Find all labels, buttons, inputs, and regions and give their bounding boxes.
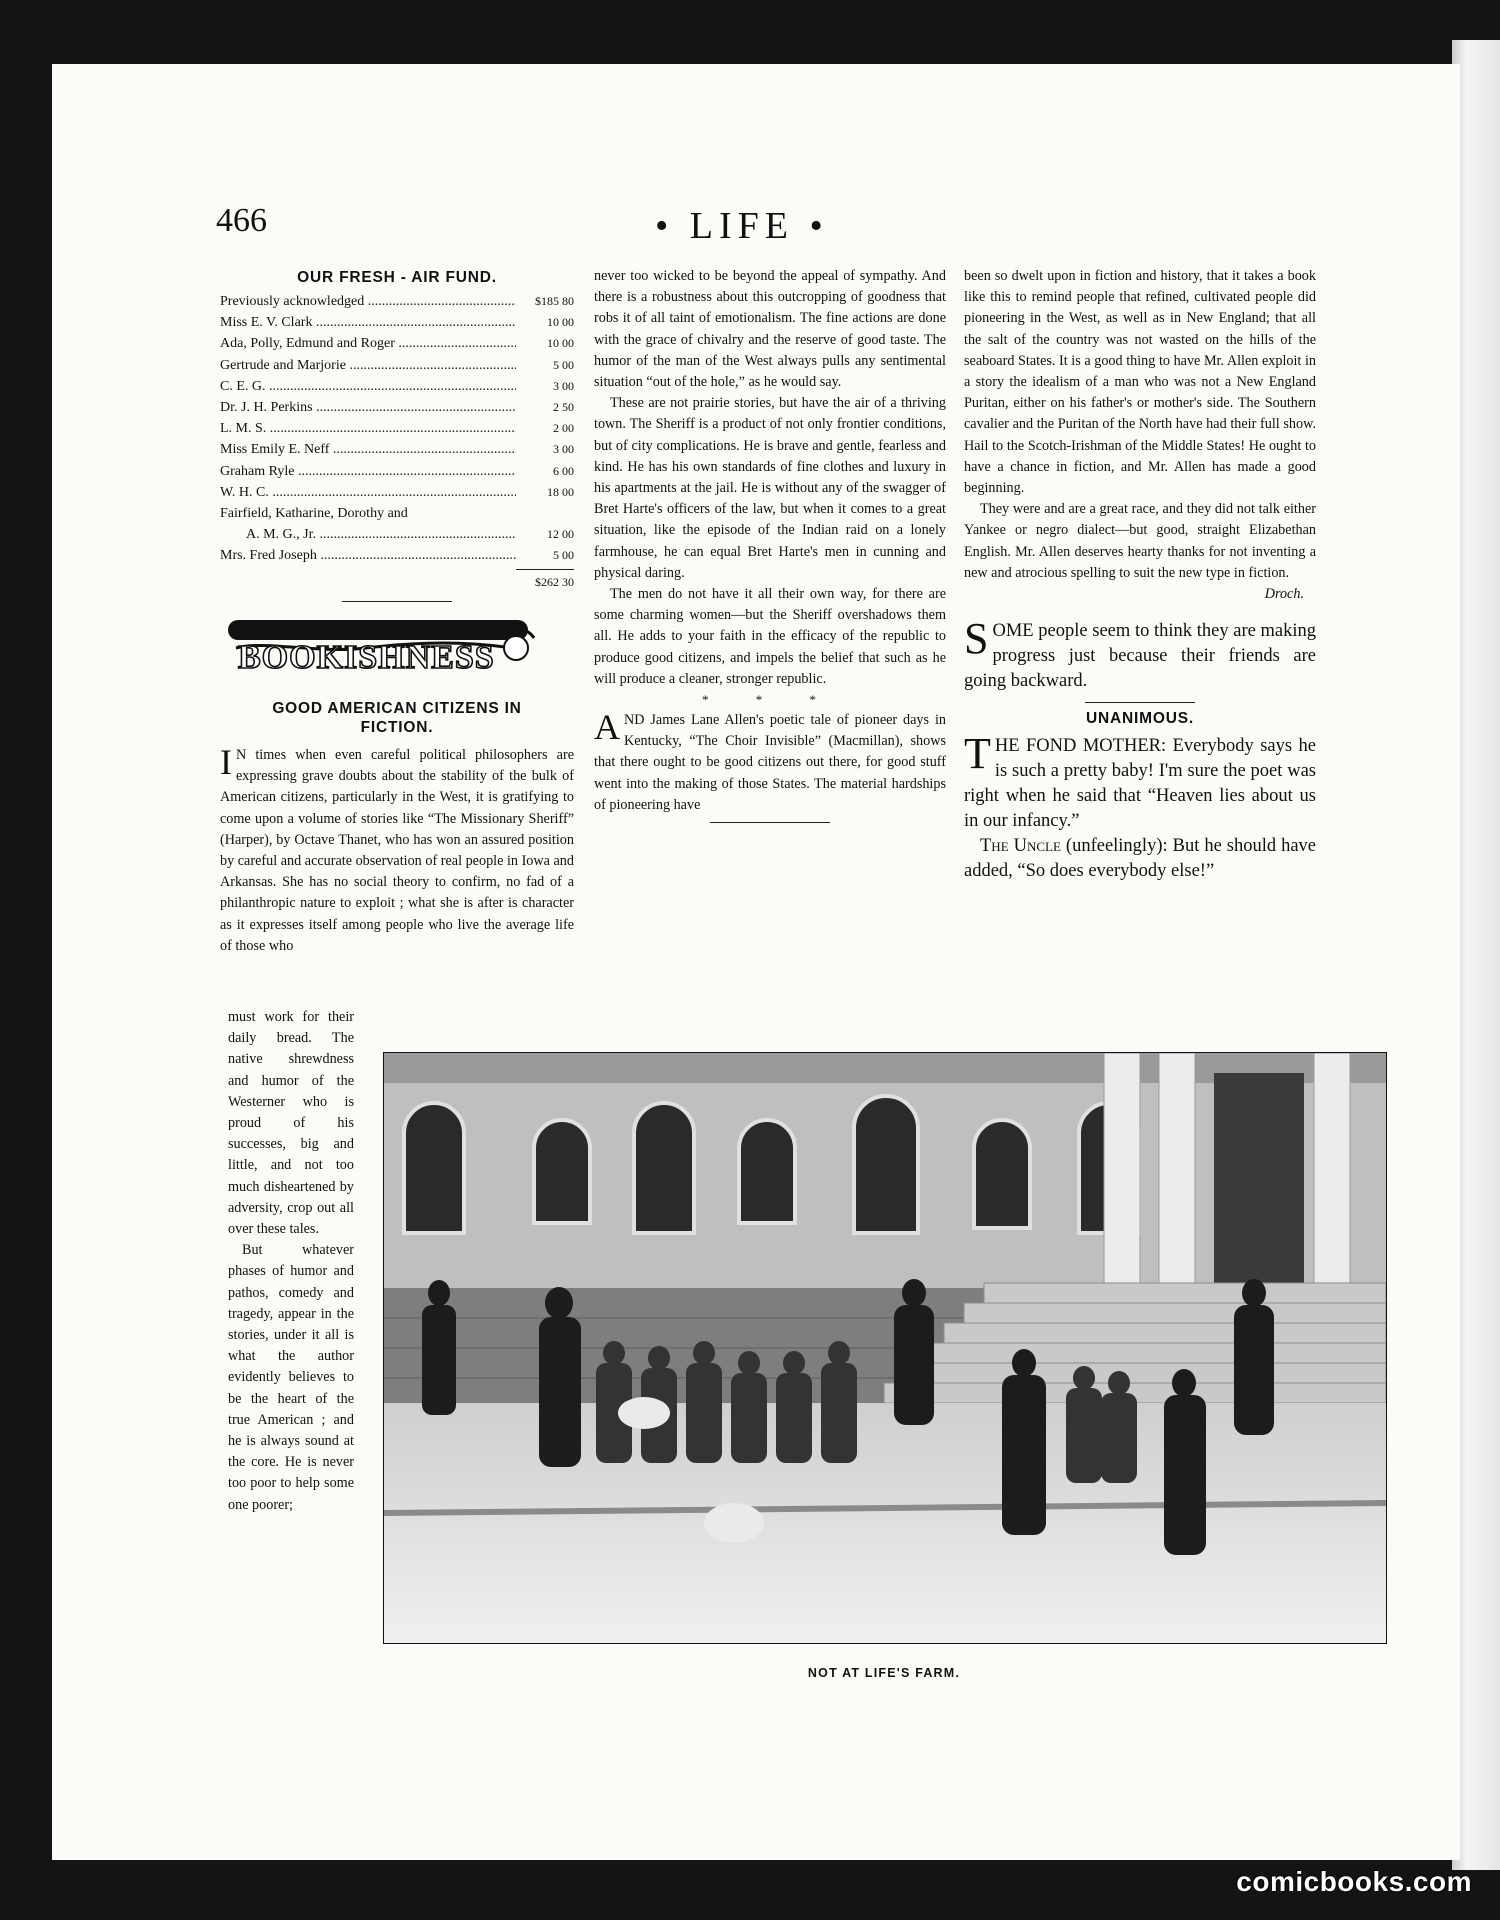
fund-row	[220, 545, 574, 566]
unanimous-reply: The Uncle (unfeelingly): But he should have added, “So does everybody else!”	[964, 836, 1316, 882]
fund-row	[220, 376, 574, 397]
divider	[710, 822, 830, 823]
divider	[342, 601, 452, 602]
fund-donor: Ada, Polly, Edmund and Roger .....	[220, 333, 516, 354]
unanimous-title: UNANIMOUS.	[1086, 710, 1194, 728]
fund-amount: 5 00	[553, 357, 574, 372]
fund-donor: Fairfield, Katharine, Dorothy and	[220, 506, 408, 522]
fund-amount: $185 80	[535, 294, 574, 308]
fund-donor: Previously acknowledged .....	[220, 291, 516, 312]
article-opening: I N times when even careful political philosophers are expressing grave doubts about the stability of the bulk of American citizens, particularly in the West, it is gratifying to come upon a volume of stories like “The Missionary Sheriff” (Harper), by Octave Thanet, who has won an assured position by careful and accurate observation of real people in Iowa and Arkansas. She has no social theory to confirm, no fad of a philanthropic nature to exploit ; what she is after is character as it expresses itself among people who live the average life of those who	[220, 742, 574, 954]
fund-donor: L. M. S. .....	[220, 418, 516, 439]
fund-amount: 12 00	[547, 527, 574, 542]
page-number: 466	[216, 202, 267, 239]
fund-donor: Mrs. Fred Joseph .....	[220, 545, 516, 566]
fund-amount	[516, 503, 574, 524]
photo-illustration	[384, 1053, 1386, 1643]
fund-amount: 2 00	[553, 421, 574, 436]
article-paragraph: never too wicked to be beyond the appeal of sympathy. And there is a robustness about this outcropping of goodness that robs it of all taint of emotionalism. The fine actions are done with the grace of chivalry and the reserve of good taste. The humor of the man of the West always pulls any sentimental situation “out of the hole,” as he would say.	[594, 268, 946, 391]
svg-text:BOOKISHNESS: BOOKISHNESS	[238, 638, 495, 676]
bookishness-banner	[226, 614, 542, 678]
fund-list	[220, 291, 574, 567]
column-3	[964, 266, 1316, 884]
street-photograph	[383, 1052, 1387, 1644]
fund-amount: 10 00	[547, 336, 574, 351]
fund-row	[220, 291, 574, 312]
fund-row	[220, 397, 574, 418]
fund-row	[220, 482, 574, 503]
fund-row	[220, 439, 574, 460]
column-1-narrow	[228, 1007, 354, 1516]
fund-donor: Miss E. V. Clark .....	[220, 312, 516, 333]
drop-cap-a: A	[594, 707, 620, 748]
article-paragraph: These are not prairie stories, but have the air of a thriving town. The Sheriff is a product of not only frontier conditions, but of city complications. He is brave and gentle, fearless and kind. He has his own standards of fine clothes and luxury in his apartments at the jail. He is without any of the swagger of Bret Harte's officers of the law, but when it comes to a great situation, like the episode of the Indian raid on a lonely farmhouse, he can equal Bret Harte's men in cunning and physical daring.	[594, 395, 946, 581]
fund-row	[220, 503, 574, 524]
article-paragraph: The men do not have it all their own way, for there are some charming women—but the Sheriff overshadows them all. He adds to your faith in the efficacy of the republic to produce good citizens, and impels the belief that such as he will produce a cleaner, stronger republic.	[594, 586, 946, 687]
article-title: GOOD AMERICAN CITIZENS IN FICTION.	[272, 700, 522, 737]
signature: Droch.	[1264, 586, 1304, 603]
fund-amount: 3 00	[553, 378, 574, 393]
article-paragraph: been so dwelt upon in fiction and history, that it takes a book like this to remind people that refined, cultivated people did pioneering in the West, as well as in New England; that all the salt of the country was not wasted on the hills of the seaboard States. It is a good thing to have Mr. Allen exploit in a story the idealism of a man who was not a New England Puritan, either on his father's or mother's side. The Southern cavalier and the Puritan of the North have had their full show. Hail to the Scotch-Irishman of the Middle States! He ought to have a chance in fiction, and Mr. Allen has made a good beginning.	[964, 268, 1316, 497]
fund-donor: Gertrude and Marjorie .....	[220, 355, 516, 376]
fund-amount: 2 50	[553, 400, 574, 415]
fund-row	[220, 355, 574, 376]
fund-row	[220, 524, 574, 545]
fund-donor: Graham Ryle .....	[220, 461, 516, 482]
masthead: • LIFE •	[655, 205, 829, 247]
article-paragraph: AND James Lane Allen's poetic tale of pioneer days in Kentucky, “The Choir Invisible” (Macmillan), shows that there ought to be good citizens out there, for good stuff went into the making of those States. The material hardships of pioneering have	[594, 707, 946, 813]
unanimous-joke: THE FOND MOTHER: Everybody says he is such a pretty baby! I'm sure the poet was right when he said that “Heaven lies about us in our infancy.”	[964, 729, 1316, 832]
section-break: * * *	[702, 692, 838, 708]
fund-donor: A. M. G., Jr. .....	[220, 524, 516, 545]
article-paragraph: must work for their daily bread. The native shrewdness and humor of the Westerner who is proud of his successes, big and little, and not too much disheartened by adversity, crop out all over these tales.	[228, 1009, 354, 1238]
fund-row	[220, 461, 574, 482]
fund-row	[220, 418, 574, 439]
fund-donor: Miss Emily E. Neff .....	[220, 439, 516, 460]
fund-amount: 18 00	[547, 484, 574, 499]
fund-amount: 3 00	[553, 442, 574, 457]
fund-title: OUR FRESH - AIR FUND.	[297, 269, 497, 286]
fund-row	[220, 333, 574, 354]
fund-row	[220, 312, 574, 333]
photo-caption: NOT AT LIFE'S FARM.	[807, 1666, 961, 1680]
fund-donor: W. H. C. .....	[220, 482, 516, 503]
fund-total: $262 30	[516, 569, 574, 593]
drop-cap-i: I	[220, 742, 232, 783]
some-people-joke: SOME people seem to think they are making progress just because their friends are going backward.	[964, 614, 1316, 692]
column-2	[594, 266, 946, 823]
article-paragraph: They were and are a great race, and they did not talk either Yankee or negro dialect—but good, straight Elizabethan English. Mr. Allen deserves hearty thanks for not inventing a new and atrocious spelling to suit the new type in fiction. Droch.	[964, 499, 1316, 584]
fund-amount: 5 00	[553, 548, 574, 563]
fund-donor: Dr. J. H. Perkins .....	[220, 397, 516, 418]
fund-amount: 6 00	[553, 463, 574, 478]
divider	[1085, 702, 1195, 703]
site-watermark: comicbooks.com	[1236, 1866, 1472, 1897]
drop-cap-s: S	[964, 614, 989, 664]
drop-cap-t: T	[964, 729, 991, 779]
article-paragraph: But whatever phases of humor and pathos, comedy and tragedy, appear in the stories, under it all is what the author evidently believes to be the heart of the true American ; and he is always sound at the core. He is never too poor to help some one poorer;	[228, 1242, 354, 1513]
column-1	[220, 268, 574, 957]
fund-amount: 10 00	[547, 315, 574, 330]
fund-donor: C. E. G. .....	[220, 376, 516, 397]
